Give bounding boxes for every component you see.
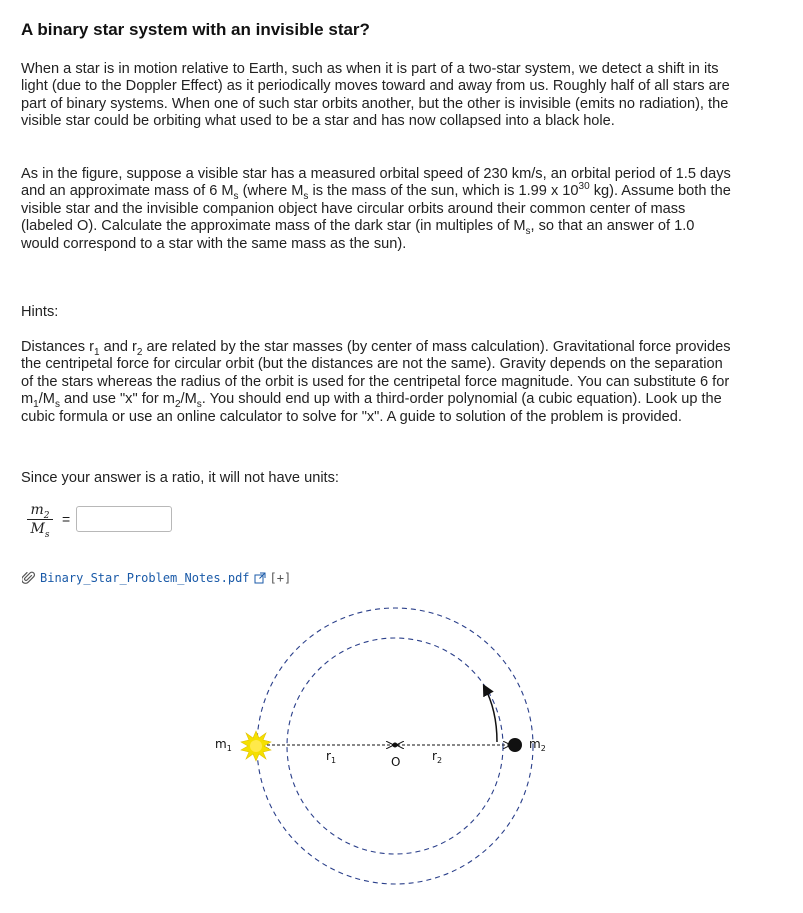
m2-label: $m_2$ xyxy=(529,737,546,753)
external-link-icon[interactable] xyxy=(254,572,266,584)
problem-paragraph: As in the figure, suppose a visible star has a measured orbital speed of 230 km/s, an orbital period of 1.5 days and an approximate mass of 6 $M_s$ (where $M_s$ is the mass of the sun, which is 1.99 x $10^{30}$ kg). Assume both the visible star and the invisible companion object have circular orbits around their common center of mass (labeled O). Calculate the approximate mass of the dark star (in multiples of $M_s$, so that an answer of 1.0 would correspond to a star with the same mass as the sun). xyxy=(21,166,731,252)
intro-paragraph: When a star is in motion relative to Earth, such as when it is part of a two-star system, we detect a shift in its light (due to the Doppler Effect) as it periodically moves toward and away from us. Roughly half of all stars are part of binary systems. When one of such star orbits another, but the other is invisible (emits no radiation), the visible star could be orbiting what used to be a star and has now collapsed into a black hole. xyxy=(21,61,730,130)
paperclip-icon xyxy=(22,571,36,585)
hints-paragraph: Distances $r_1$ and $r_2$ are related by the star masses (by center of mass calculation). Gravitational force provides the centripetal force for circular orbit (but the distances are not the same). Gravity depends on the separation of the stars whereas the radius of the orbit is used for the centripetal force magnitude. You can substitute 6 for $m_1/M_s$ and use "x" for $m_2/M_s$. You should end up with a third-order polynomial (a cubic equation). Look up the cubic formula or use an online calculator to solve for "x". A guide to solution of the problem is provided. xyxy=(21,339,731,425)
expand-toggle[interactable]: [+] xyxy=(269,571,292,585)
fraction-numerator: $m_2$ xyxy=(27,502,53,520)
equals-sign: = xyxy=(62,511,71,527)
r2-label: $r_2$ xyxy=(432,749,443,765)
answer-input[interactable] xyxy=(76,506,172,532)
attachment-link[interactable]: Binary_Star_Problem_Notes.pdf xyxy=(40,571,250,585)
hints-label: Hints: xyxy=(21,304,59,320)
binary-orbit-diagram xyxy=(0,590,803,913)
m1-label: $m_1$ xyxy=(215,737,232,753)
center-of-mass-point xyxy=(393,743,398,748)
o-label: O xyxy=(391,755,401,769)
visible-star-icon xyxy=(241,731,271,761)
units-note: Since your answer is a ratio, it will not have units: xyxy=(21,470,339,486)
attachment-row xyxy=(22,571,291,585)
page-title: A binary star system with an invisible star? xyxy=(21,20,370,39)
dark-star xyxy=(508,738,522,752)
fraction-denominator: $M_s$ xyxy=(30,521,50,540)
ratio-fraction xyxy=(27,502,53,540)
r1-label: $r_1$ xyxy=(326,749,337,765)
